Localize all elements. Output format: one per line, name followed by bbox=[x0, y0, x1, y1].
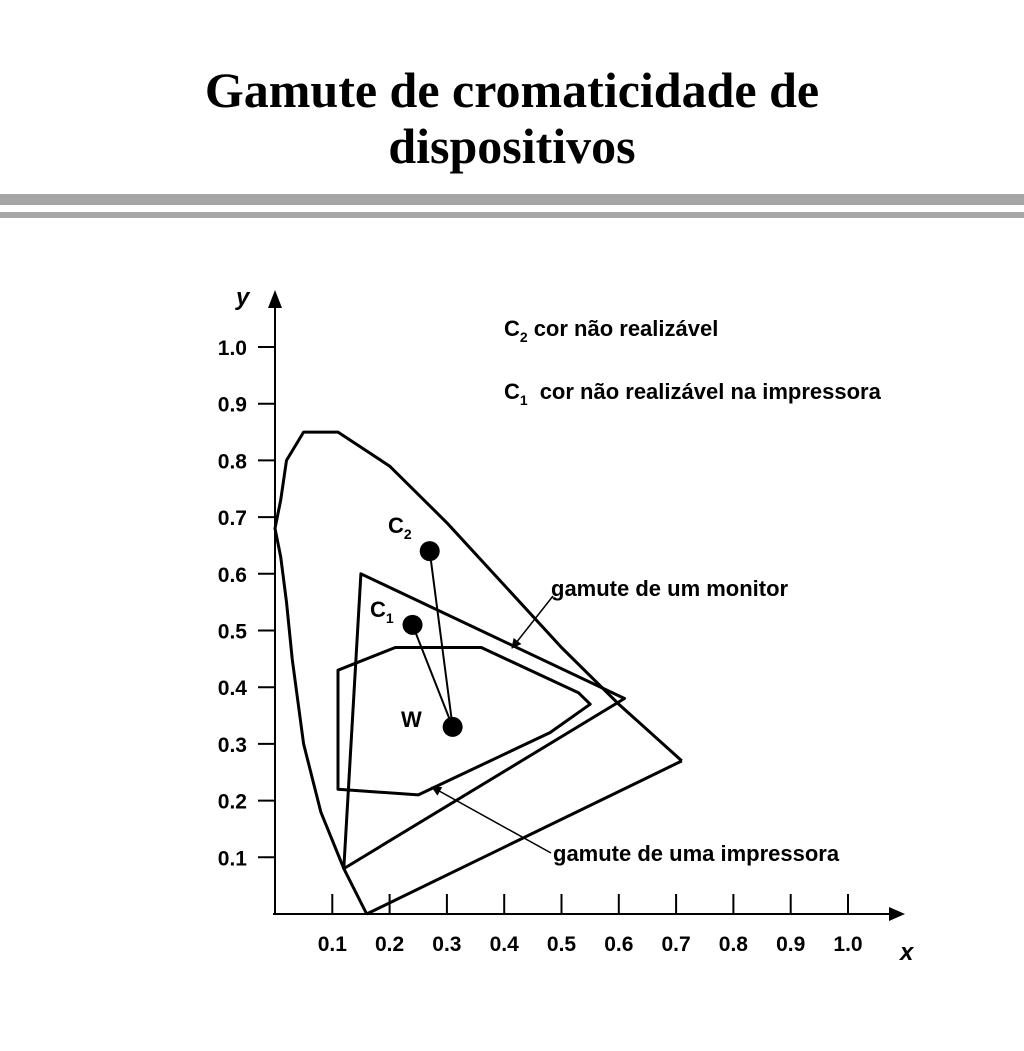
y-axis-arrow-icon bbox=[268, 290, 282, 308]
monitor-annotation-pointer bbox=[512, 596, 553, 648]
printer-gamut-annotation: gamute de uma impressora bbox=[553, 841, 840, 866]
point-w-label: W bbox=[401, 707, 422, 732]
monitor-gamut-annotation: gamute de um monitor bbox=[551, 576, 789, 601]
x-tick-label: 0.2 bbox=[374, 933, 405, 956]
x-tick-label: 0.5 bbox=[546, 933, 577, 956]
y-tick-label: 0.4 bbox=[217, 677, 247, 701]
x-ticks bbox=[318, 894, 863, 956]
legend-c2: $C_2$ cor não realizável bbox=[504, 316, 719, 345]
title-line-2: dispositivos bbox=[388, 118, 636, 174]
y-tick-label: 0.3 bbox=[217, 733, 247, 757]
y-tick-label: 1.0 bbox=[217, 337, 247, 360]
y-tick-label: 0.5 bbox=[217, 620, 247, 644]
y-tick-label: 0.1 bbox=[217, 847, 247, 871]
legend-c1: $C_1$ cor não realizável na impressora bbox=[504, 379, 881, 408]
c2-to-w-line bbox=[430, 551, 453, 727]
point-c2-label: $C_2$ bbox=[388, 513, 412, 542]
point-c1 bbox=[403, 615, 423, 635]
x-tick-label: 0.1 bbox=[317, 933, 347, 956]
y-tick-label: 0.6 bbox=[217, 563, 247, 587]
y-ticks bbox=[218, 337, 275, 870]
y-tick-label: 0.2 bbox=[217, 790, 247, 814]
point-c1-label: $C_1$ bbox=[370, 597, 394, 626]
point-c2 bbox=[420, 541, 440, 561]
x-tick-label: 0.6 bbox=[604, 933, 634, 956]
printer-annotation-pointer bbox=[432, 787, 551, 853]
x-tick-label: 0.9 bbox=[776, 933, 806, 956]
title-line-1: Gamute de cromaticidade de bbox=[204, 62, 820, 118]
printer-gamut-polygon bbox=[338, 648, 590, 795]
y-axis-label: y bbox=[236, 284, 250, 311]
point-w bbox=[443, 717, 463, 737]
y-tick-label: 0.8 bbox=[217, 450, 247, 474]
x-axis-arrow-icon bbox=[889, 907, 905, 921]
y-tick-label: 0.9 bbox=[217, 393, 247, 417]
x-tick-label: 0.7 bbox=[661, 933, 691, 956]
x-tick-label: 0.4 bbox=[489, 933, 519, 956]
x-tick-label: 0.8 bbox=[718, 933, 749, 956]
x-tick-label: 0.3 bbox=[432, 933, 462, 956]
x-axis-label: x bbox=[900, 939, 914, 966]
y-tick-label: 0.7 bbox=[217, 507, 247, 531]
x-tick-label: 1.0 bbox=[833, 933, 863, 956]
